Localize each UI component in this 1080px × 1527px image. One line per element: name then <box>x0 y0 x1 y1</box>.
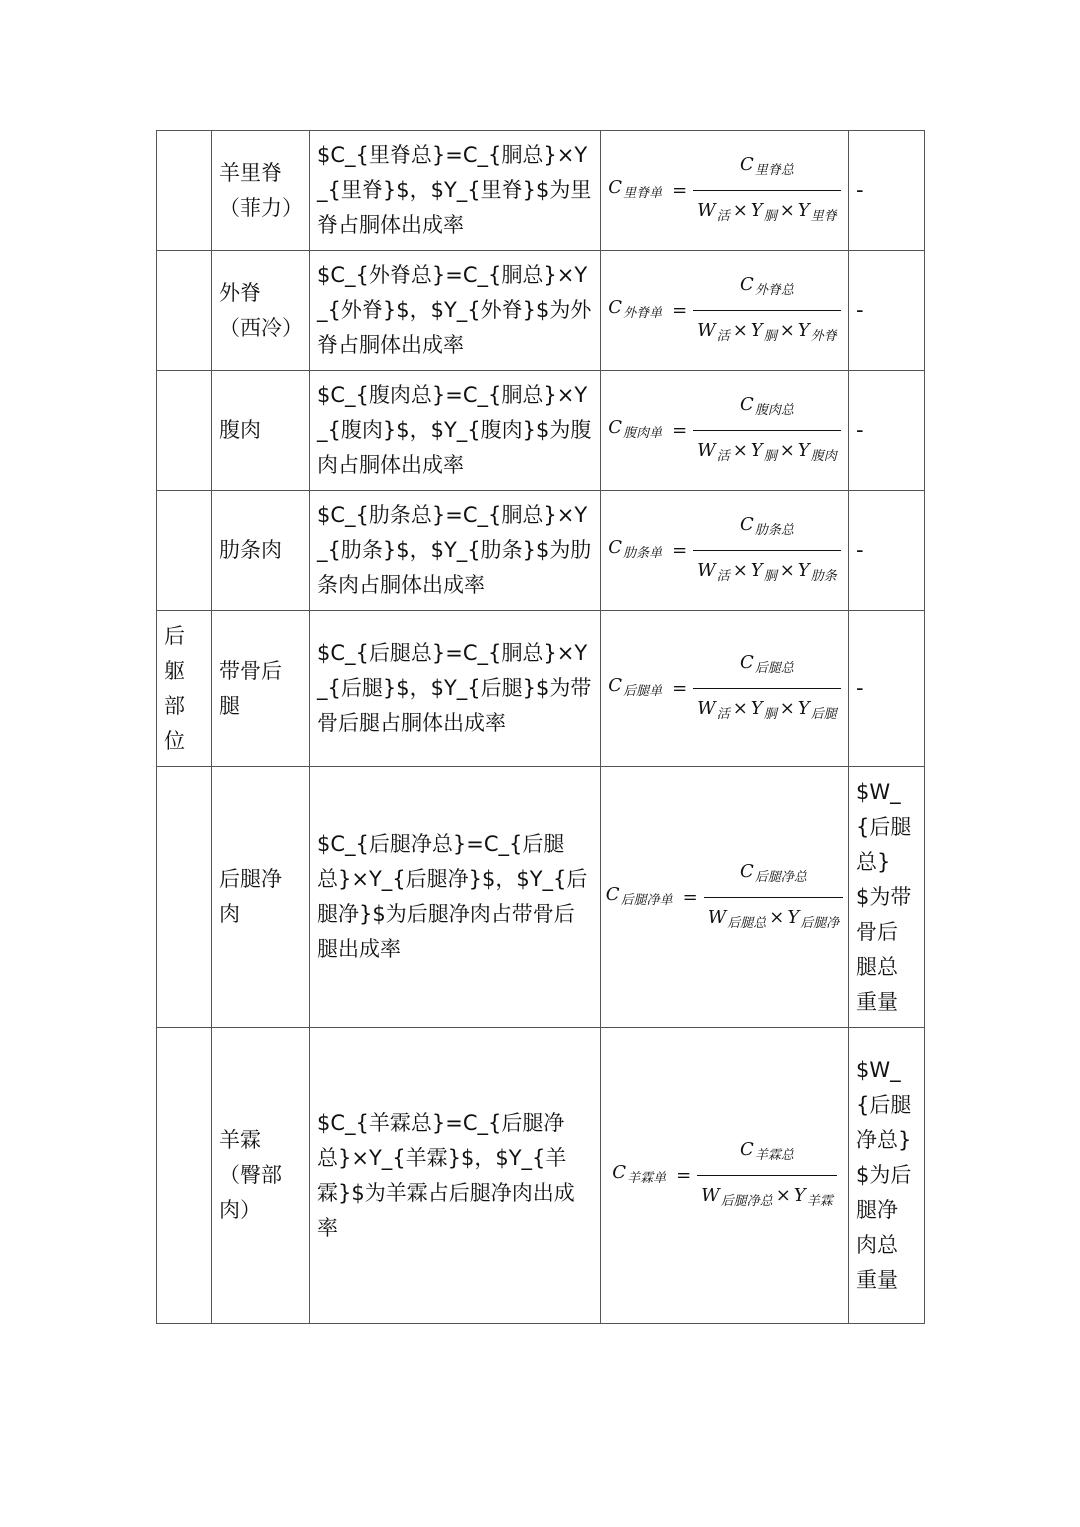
description-cell <box>310 131 601 251</box>
fraction-denominator <box>704 898 844 941</box>
unit-cost-formula <box>608 507 841 594</box>
denominator-symbol: Y <box>750 320 763 341</box>
denominator-subscript: 后腿总 <box>727 915 767 931</box>
times-sign: × <box>732 200 748 221</box>
note-text: - <box>856 538 864 562</box>
description-text: $C_{后腿总}=C_{胴总}×Y_{后腿}$，$Y_{后腿}$为带骨后腿占胴体出成率 <box>317 641 592 735</box>
fraction-denominator <box>693 431 841 474</box>
denominator-symbol: W <box>697 440 716 461</box>
cut-name-cell <box>212 611 310 767</box>
note-cell <box>849 1028 925 1324</box>
data-table <box>156 130 925 1324</box>
table-row <box>157 1028 925 1324</box>
denominator-subscript: 羊霖 <box>806 1194 833 1209</box>
fraction <box>693 645 841 732</box>
denominator-subscript: 胴 <box>763 707 777 722</box>
unit-cost-formula <box>608 267 841 354</box>
fraction <box>693 267 841 354</box>
fraction-numerator: $C_{后腿总}$ <box>740 652 794 676</box>
description-cell <box>310 491 601 611</box>
numerator-subscript: 羊霖总 <box>754 1148 794 1163</box>
fraction-denominator <box>693 311 841 354</box>
formula-cell <box>601 371 849 491</box>
numerator-subscript: 后腿总 <box>754 661 794 676</box>
formula-lhs-subscript: 里脊单 <box>623 186 663 201</box>
formula-cell <box>601 491 849 611</box>
region-cell <box>157 371 212 491</box>
note-cell <box>849 131 925 251</box>
formula-lhs: $C_{羊霖单}$ <box>612 1162 667 1186</box>
formula-lhs: $C_{里脊单}$ <box>608 177 663 201</box>
equals-sign: = <box>672 300 688 321</box>
denominator-subscript: 活 <box>716 707 730 722</box>
denominator-symbol: Y <box>797 698 810 719</box>
denominator-subscript: 胴 <box>763 329 777 344</box>
note-cell <box>849 767 925 1028</box>
cut-name: 外脊（西冷） <box>219 280 303 340</box>
denominator-subscript: 里脊 <box>810 209 837 224</box>
fraction-denominator <box>697 1176 837 1219</box>
unit-cost-formula <box>608 387 841 474</box>
fraction-numerator: $C_{后腿净总}$ <box>740 860 807 885</box>
region-cell <box>157 611 212 767</box>
times-sign: × <box>779 698 795 719</box>
denominator-symbol: Y <box>797 320 810 341</box>
times-sign: × <box>779 440 795 461</box>
times-sign: × <box>775 1185 791 1206</box>
cut-name: 带骨后腿 <box>219 658 282 718</box>
denominator-subscript: 活 <box>716 329 730 344</box>
cut-name-cell <box>212 131 310 251</box>
region-cell <box>157 131 212 251</box>
denominator-symbol: Y <box>797 440 810 461</box>
denominator-symbol: Y <box>787 906 800 928</box>
fraction-numerator: $C_{羊霖总}$ <box>740 1139 794 1163</box>
note-cell <box>849 491 925 611</box>
denominator-symbol: W <box>697 698 716 719</box>
formula-lhs: $C_{外脊单}$ <box>608 297 663 321</box>
formula-lhs-subscript: 腹肉单 <box>623 426 663 441</box>
description-text: $C_{腹肉总}=C_{胴总}×Y_{腹肉}$，$Y_{腹肉}$为腹肉占胴体出成率 <box>317 383 592 477</box>
description-cell <box>310 251 601 371</box>
times-sign: × <box>732 440 748 461</box>
formula-lhs-subscript: 后腿净单 <box>620 892 673 908</box>
table-row <box>157 131 925 251</box>
formula-cell <box>601 131 849 251</box>
table-row <box>157 251 925 371</box>
table-row <box>157 767 925 1028</box>
numerator-subscript: 肋条总 <box>754 523 794 538</box>
cut-name-cell <box>212 767 310 1028</box>
region-cell <box>157 767 212 1028</box>
cut-name-cell <box>212 371 310 491</box>
denominator-symbol: Y <box>750 698 763 719</box>
cut-name: 后腿净肉 <box>219 867 282 926</box>
times-sign: × <box>779 200 795 221</box>
formula-lhs: $C_{后腿净单}$ <box>605 883 673 908</box>
denominator-subscript: 外脊 <box>810 329 837 344</box>
cut-name-cell <box>212 251 310 371</box>
denominator-symbol: W <box>697 320 716 341</box>
denominator-symbol: Y <box>797 560 810 581</box>
equals-sign: = <box>682 886 698 908</box>
denominator-subscript: 腹肉 <box>810 449 837 464</box>
cut-name: 肋条肉 <box>219 538 282 562</box>
table-row <box>157 371 925 491</box>
region-cell <box>157 1028 212 1324</box>
numerator-subscript: 外脊总 <box>754 283 794 298</box>
fraction-numerator: $C_{腹肉总}$ <box>740 394 794 418</box>
denominator-symbol: Y <box>793 1185 806 1206</box>
denominator-symbol: Y <box>750 200 763 221</box>
region-cell <box>157 251 212 371</box>
fraction-numerator: $C_{肋条总}$ <box>740 514 794 538</box>
times-sign: × <box>779 320 795 341</box>
times-sign: × <box>769 906 785 928</box>
description-text: $C_{里脊总}=C_{胴总}×Y_{里脊}$，$Y_{里脊}$为里脊占胴体出成率 <box>317 143 592 237</box>
description-text: $C_{羊霖总}=C_{后腿净总}×Y_{羊霖}$，$Y_{羊霖}$为羊霖占后腿净肉出成率 <box>317 1110 575 1240</box>
fraction <box>693 387 841 474</box>
note-text: - <box>856 178 864 202</box>
formula-lhs-subscript: 外脊单 <box>623 306 663 321</box>
note-cell <box>849 371 925 491</box>
cut-name: 羊里脊（菲力） <box>219 160 303 220</box>
formula-lhs-subscript: 肋条单 <box>623 546 663 561</box>
denominator-symbol: W <box>697 560 716 581</box>
times-sign: × <box>779 560 795 581</box>
equals-sign: = <box>676 1165 692 1186</box>
description-cell <box>310 767 601 1028</box>
formula-lhs-subscript: 后腿单 <box>623 684 663 699</box>
equals-sign: = <box>672 420 688 441</box>
times-sign: × <box>732 698 748 719</box>
denominator-subscript: 胴 <box>763 449 777 464</box>
cut-name: 羊霖（臀部肉） <box>219 1128 282 1222</box>
fraction <box>704 854 844 941</box>
equals-sign: = <box>672 180 688 201</box>
fraction-denominator <box>693 551 841 594</box>
denominator-subscript: 后腿净 <box>800 915 840 931</box>
fraction-denominator <box>693 191 841 234</box>
fraction-numerator: $C_{里脊总}$ <box>740 154 794 178</box>
formula-lhs: $C_{后腿单}$ <box>608 675 663 699</box>
formula-cell <box>601 611 849 767</box>
cut-name-cell <box>212 1028 310 1324</box>
times-sign: × <box>732 320 748 341</box>
denominator-subscript: 活 <box>716 449 730 464</box>
region-label: 后躯部位 <box>164 623 185 753</box>
fraction <box>693 507 841 594</box>
times-sign: × <box>732 560 748 581</box>
formula-lhs: $C_{肋条单}$ <box>608 537 663 561</box>
denominator-symbol: Y <box>797 200 810 221</box>
unit-cost-formula <box>608 147 841 234</box>
note-cell <box>849 611 925 767</box>
denominator-subscript: 胴 <box>763 209 777 224</box>
denominator-symbol: W <box>697 200 716 221</box>
formula-cell <box>601 1028 849 1324</box>
fraction <box>697 1132 837 1219</box>
table-row <box>157 491 925 611</box>
note-text: - <box>856 418 864 442</box>
denominator-symbol: Y <box>750 440 763 461</box>
note-text: - <box>856 298 864 322</box>
denominator-subscript: 后腿净总 <box>720 1194 773 1209</box>
description-cell <box>310 1028 601 1324</box>
description-cell <box>310 371 601 491</box>
formula-lhs-subscript: 羊霖单 <box>627 1171 667 1186</box>
equals-sign: = <box>672 540 688 561</box>
fraction-denominator <box>693 689 841 732</box>
formula-lhs: $C_{腹肉单}$ <box>608 417 663 441</box>
fraction-numerator: $C_{外脊总}$ <box>740 274 794 298</box>
note-text: $W_{后腿总}$为带骨后腿总重量 <box>856 779 912 1014</box>
denominator-subscript: 活 <box>716 209 730 224</box>
denominator-subscript: 胴 <box>763 569 777 584</box>
description-text: $C_{肋条总}=C_{胴总}×Y_{肋条}$，$Y_{肋条}$为肋条肉占胴体出成率 <box>317 503 592 597</box>
note-text: - <box>856 676 864 700</box>
cut-name-cell <box>212 491 310 611</box>
denominator-subscript: 后腿 <box>810 707 837 722</box>
denominator-symbol: W <box>701 1185 720 1206</box>
unit-cost-formula <box>608 1132 841 1219</box>
description-text: $C_{后腿净总}=C_{后腿总}×Y_{后腿净}$，$Y_{后腿净}$为后腿净肉占带骨后腿出成率 <box>317 832 588 961</box>
numerator-subscript: 里脊总 <box>754 163 794 178</box>
numerator-subscript: 后腿净总 <box>754 869 807 885</box>
table-row <box>157 611 925 767</box>
denominator-symbol: W <box>707 906 727 928</box>
cut-name: 腹肉 <box>219 418 261 442</box>
region-cell <box>157 491 212 611</box>
unit-cost-formula <box>608 645 841 732</box>
description-cell <box>310 611 601 767</box>
numerator-subscript: 腹肉总 <box>754 403 794 418</box>
fraction <box>693 147 841 234</box>
denominator-symbol: Y <box>750 560 763 581</box>
unit-cost-formula <box>605 854 841 941</box>
denominator-subscript: 肋条 <box>810 569 837 584</box>
description-text: $C_{外脊总}=C_{胴总}×Y_{外脊}$，$Y_{外脊}$为外脊占胴体出成率 <box>317 263 592 357</box>
note-text: $W_{后腿净总}$为后腿净肉总重量 <box>856 1058 912 1292</box>
formula-cell <box>601 251 849 371</box>
equals-sign: = <box>672 678 688 699</box>
note-cell <box>849 251 925 371</box>
denominator-subscript: 活 <box>716 569 730 584</box>
formula-cell <box>601 767 849 1028</box>
